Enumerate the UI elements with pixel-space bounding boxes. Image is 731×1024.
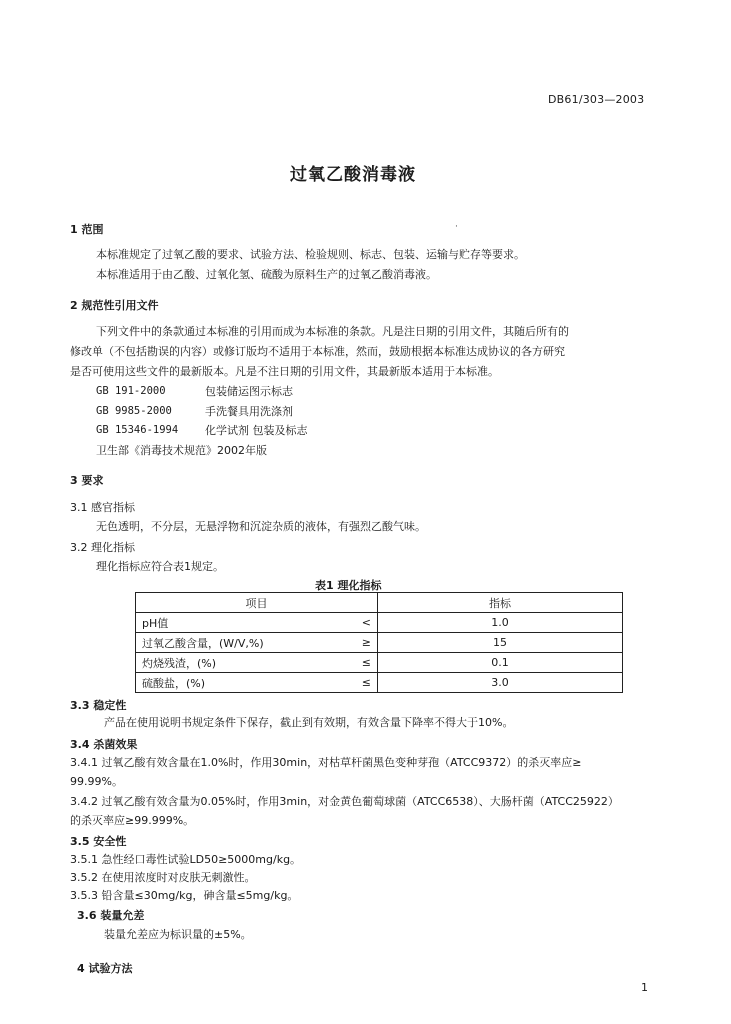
reference-title: 手洗餐具用洗涤剂 (205, 405, 293, 418)
section-3-4-1-line-2: 99.99%。 (70, 775, 123, 788)
reference-code: GB 15346-1994 (96, 424, 179, 436)
section-1-para-1: 本标准规定了过氧乙酸的要求、试验方法、检验规则、标志、包装、运输与贮存等要求。 (96, 248, 525, 261)
section-2-heading: 2 规范性引用文件 (70, 299, 159, 312)
section-3-5-1: 3.5.1 急性经口毒性试验LD50≥5000mg/kg。 (70, 853, 302, 866)
table-cell-operator: ≥ (344, 633, 378, 653)
table-cell-item: 灼烧残渣，(%) (136, 653, 344, 673)
scan-mark: · (455, 222, 458, 232)
section-3-heading: 3 要求 (70, 474, 104, 487)
table-cell-value: 3.0 (378, 673, 623, 693)
table-caption: 表1 理化指标 (315, 579, 382, 592)
section-3-5-2: 3.5.2 在使用浓度时对皮肤无刺激性。 (70, 871, 256, 884)
section-3-1-text: 无色透明，不分层，无悬浮物和沉淀杂质的液体，有强烈乙酸气味。 (96, 520, 426, 533)
table-cell-value: 1.0 (378, 613, 623, 633)
section-3-5-heading: 3.5 安全性 (70, 835, 127, 848)
table-header-row (136, 593, 623, 613)
physicochemical-table (135, 592, 623, 693)
table-cell-operator: < (344, 613, 378, 633)
section-3-2-heading: 3.2 理化指标 (70, 541, 135, 554)
section-3-3-text: 产品在使用说明书规定条件下保存，截止到有效期，有效含量下降率不得大于10%。 (104, 716, 514, 729)
section-3-4-2-line-1: 3.4.2 过氧乙酸有效含量为0.05%时，作用3min，对金黄色葡萄球菌（ATCC6538）、大肠杆菌（ATCC25922） (70, 795, 619, 808)
section-3-5-3: 3.5.3 铅含量≤30mg/kg，砷含量≤5mg/kg。 (70, 889, 299, 902)
table-cell-item: 过氧乙酸含量，(W/V,%) (136, 633, 344, 653)
section-1-para-2: 本标准适用于由乙酸、过氧化氢、硫酸为原料生产的过氧乙酸消毒液。 (96, 268, 437, 281)
table-header-item: 项目 (136, 593, 378, 613)
table-row (136, 613, 623, 633)
table-cell-value: 15 (378, 633, 623, 653)
reference-title: 包装储运图示标志 (205, 385, 293, 398)
table-cell-value: 0.1 (378, 653, 623, 673)
section-3-4-1-line-1: 3.4.1 过氧乙酸有效含量在1.0%时，作用30min，对枯草杆菌黑色变种芽孢（ATCC9372）的杀灭率应≥ (70, 756, 582, 769)
section-3-4-2-line-2: 的杀灭率应≥99.999%。 (70, 814, 195, 827)
section-4-heading: 4 试验方法 (77, 962, 133, 975)
table-row (136, 673, 623, 693)
reference-extra: 卫生部《消毒技术规范》2002年版 (96, 444, 267, 457)
reference-code: GB 9985-2000 (96, 405, 172, 417)
standard-number: DB61/303—2003 (548, 93, 645, 106)
table-row (136, 653, 623, 673)
table-cell-operator: ≤ (344, 653, 378, 673)
reference-code: GB 191-2000 (96, 385, 166, 397)
section-2-para-line-2: 修改单（不包括勘误的内容）或修订版均不适用于本标准，然而，鼓励根据本标准达成协议的各方研究 (70, 345, 565, 358)
table-header-value: 指标 (378, 593, 623, 613)
document-title: 过氧乙酸消毒液 (290, 165, 416, 185)
reference-title: 化学试剂 包装及标志 (205, 424, 308, 437)
table-cell-item: pH值 (136, 613, 344, 633)
section-3-6-text: 装量允差应为标识量的±5%。 (104, 928, 252, 941)
section-3-6-heading: 3.6 装量允差 (77, 909, 145, 922)
section-1-heading: 1 范围 (70, 223, 104, 236)
table-cell-item: 硫酸盐，(%) (136, 673, 344, 693)
section-3-4-heading: 3.4 杀菌效果 (70, 738, 138, 751)
page-number: 1 (641, 981, 648, 994)
section-3-1-heading: 3.1 感官指标 (70, 501, 135, 514)
section-3-2-text: 理化指标应符合表1规定。 (96, 560, 224, 573)
section-2-para-line-3: 是否可使用这些文件的最新版本。凡是不注日期的引用文件，其最新版本适用于本标准。 (70, 365, 499, 378)
table-cell-operator: ≤ (344, 673, 378, 693)
section-3-3-heading: 3.3 稳定性 (70, 699, 127, 712)
section-2-para-line-1: 下列文件中的条款通过本标准的引用而成为本标准的条款。凡是注日期的引用文件，其随后所有的 (96, 325, 569, 338)
table-row (136, 633, 623, 653)
